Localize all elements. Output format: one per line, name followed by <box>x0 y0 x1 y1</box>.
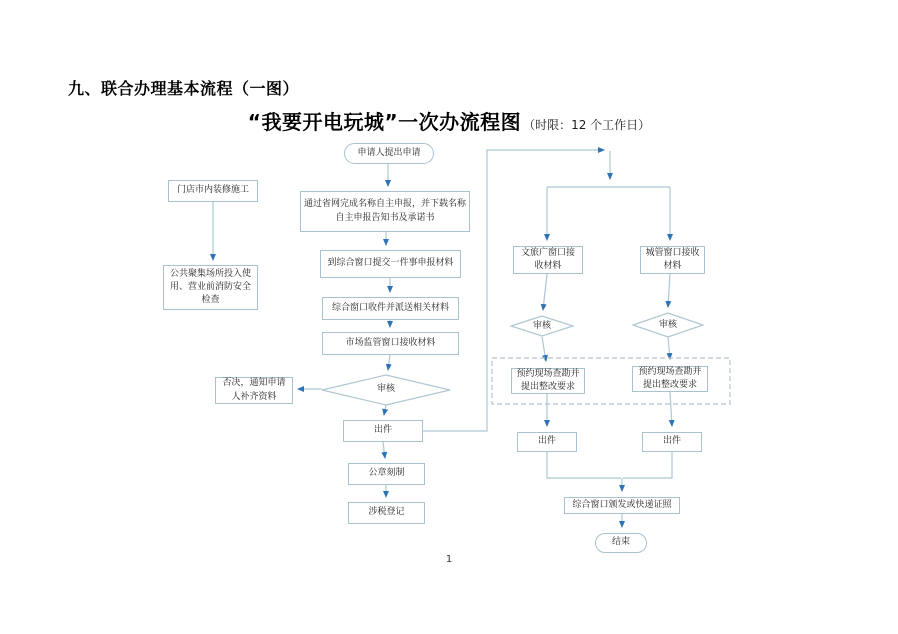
page-number: 1 <box>445 554 453 565</box>
connector-urban-to-review <box>668 274 670 307</box>
connector-market-to-review <box>388 355 390 370</box>
node-out-mid: 出件 <box>343 420 423 442</box>
connector-urban-review-to-survey <box>668 337 670 359</box>
connector-culture-out-merge <box>547 452 621 478</box>
node-online-declare: 通过省网完成名称自主申报，并下载名称自主申报告知书及承诺书 <box>300 191 470 232</box>
node-urban-receive: 城管窗口接收材料 <box>640 246 705 274</box>
flowchart-title-note: （时限：12 个工作日） <box>523 118 651 132</box>
node-dispatch: 综合窗口收件并派送相关材料 <box>322 297 459 320</box>
node-site-survey-urban: 预约现场查勘并提出整改要求 <box>632 366 708 392</box>
flowchart-title-main: “我要开电玩城”一次办流程图 <box>247 110 522 134</box>
node-market-receive: 市场监管窗口接收材料 <box>322 332 459 355</box>
node-start: 申请人提出申请 <box>344 143 434 164</box>
node-out-culture: 出件 <box>517 432 577 452</box>
label-review-urban: 审核 <box>658 320 677 330</box>
node-reject: 否决，通知申请人补齐资料 <box>215 377 293 404</box>
node-fire-check: 公共聚集场所投入使用、营业前消防安全检查 <box>163 265 258 310</box>
connector-culture-to-review <box>543 274 547 310</box>
node-culture-receive: 文旅广窗口接收材料 <box>513 246 583 274</box>
node-out-urban: 出件 <box>642 432 702 452</box>
node-seal-making: 公章刻制 <box>348 463 425 485</box>
node-renovation: 门店市内装修施工 <box>168 180 258 202</box>
connector-urban-out-merge <box>623 452 672 478</box>
node-site-survey-culture: 预约现场查勘并提出整改要求 <box>511 368 585 394</box>
connector-out-to-seal <box>383 442 385 458</box>
section-heading: 九、联合办理基本流程（一图） <box>68 79 300 98</box>
connector-review-to-out <box>384 405 386 415</box>
node-submit-materials: 到综合窗口提交一件事申报材料 <box>320 250 461 278</box>
connector-urban-survey-to-out <box>670 392 672 426</box>
node-issue-license: 综合窗口颁发或快递证照 <box>564 497 680 514</box>
node-end: 结束 <box>595 533 647 553</box>
label-review-culture: 审核 <box>532 321 551 331</box>
label-review-mid: 审核 <box>376 384 395 394</box>
node-tax-register: 涉税登记 <box>348 502 425 524</box>
